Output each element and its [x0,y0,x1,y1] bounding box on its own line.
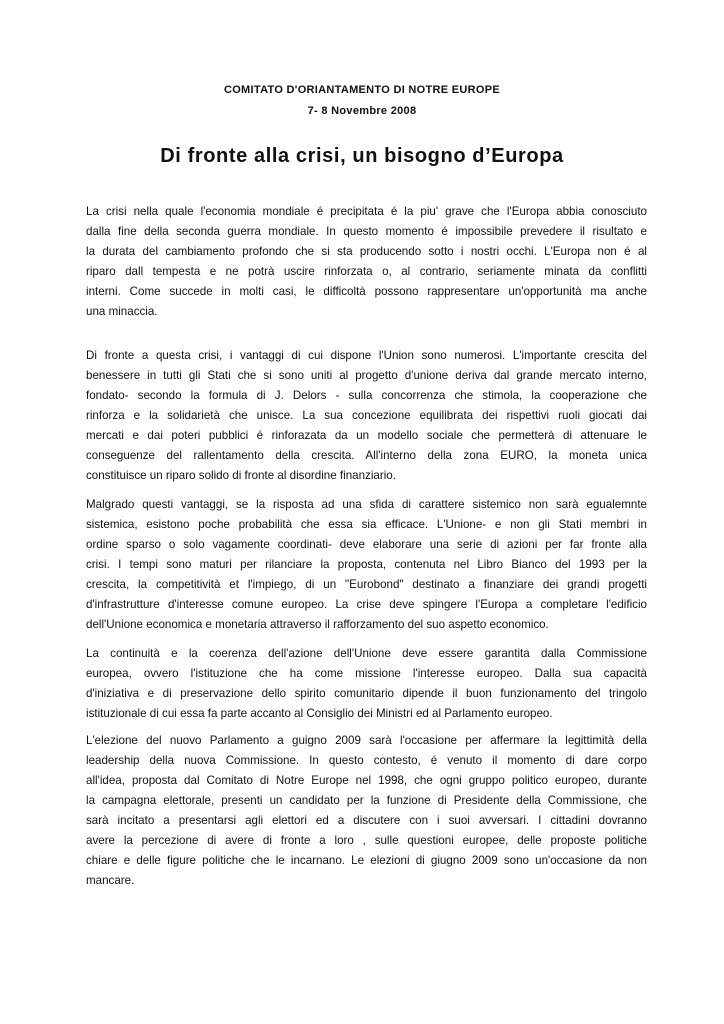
text-line: ordine sparso o solo vagamente coordinati- deve elaborare una serie di azioni per far fronte alla [86,538,647,551]
paragraph-3 [86,495,647,635]
text-line: d'infrastrutture d'interesse comune europeo. La crise deve spingere l'Europa a completare l'edificio [86,598,647,611]
text-line: rinforza e la solidarietà che unisce. La sua concezione equilibrata dei rispettivi ruoli giocati dai [86,409,647,422]
text-line: La continuità e la coerenza dell'azione dell'Unione deve essere garantita dalla Commissione [86,647,647,660]
text-line: riparo dall tempesta e ne potrà uscire rinforzata o, al contrario, seriamente minata da conflitti [86,265,647,278]
paragraph-2 [86,346,647,486]
text-line: benessere in tutti gli Stati che si sono uniti al progetto d'unione deriva dal grande mercato interno, [86,369,647,382]
organization-heading: COMITATO D'ORIANTAMENTO DI NOTRE EUROPE [223,84,501,96]
text-line: d'iniziativa e di preservazione dello spirito comunitario dipende il buon funzionamento del tringolo [86,687,647,700]
text-line: constituisce un riparo solido di fronte al disordine finanziario. [86,469,396,482]
text-line: fondato- secondo la formula di J. Delors - sulla concorrenza che stimola, la cooperazione che [86,389,647,402]
text-line: Di fronte a questa crisi, i vantaggi di cui dispone l'Union sono numerosi. L'importante crescita del [86,349,647,362]
text-line: dell'Unione economica e monetaria attraverso il rafforzamento del suo aspetto economico. [86,618,549,631]
paragraph-5 [86,731,647,891]
text-line: avere la percezione di avere di fronte a loro , sulle questioni europee, delle proposte politiche [86,834,647,847]
text-line: istituzionale di cui essa fa parte accanto al Consiglio dei Ministri ed al Parlamento europeo. [86,707,553,720]
text-line: La crisi nella quale l'economia mondiale é precipitata é la piu' grave che l'Europa abbia conosciuto [86,205,647,218]
text-line: L'elezione del nuovo Parlamento a guigno 2009 sarà l'occasione per affermare la legittimità della [86,734,647,747]
text-line: sistemica, esistono poche probabilità che essa sia efficace. L'Unione- e non gli Stati membri in [86,518,647,531]
text-line: europea, ovvero l'istituzione che ha come missione l'interesse europeo. Dalla sua capacità [86,667,647,680]
text-line: la campagna elettorale, presenti un candidato per la funzione di Presidente della Commissione, che [86,794,647,807]
text-line: leadership della nuova Commissione. In questo contesto, é venuto il momento di dare corpo [86,754,647,767]
document-title: Di fronte alla crisi, un bisogno d’Europa [160,145,564,167]
text-line: la durata del cambiamento profondo che si sta producendo sotto i nostri occhi. L'Europa non é al [86,245,647,258]
text-line: conseguenze del rallentamento della crescita. All'interno della zona EURO, la moneta unica [86,449,647,462]
text-line: interni. Come succede in molti casi, le difficoltà possono rappresentare un'opportunità ma anche [86,285,647,298]
text-line: crescita, la competitività et l'impiego, di un "Eurobond" destinato a finanziare dei grandi progetti [86,578,647,591]
text-line: sarà incitato a presentarsi agli elettori ed a discutere con i suoi avversari. I cittadini dovranno [86,814,647,827]
text-line: una minaccia. [86,305,158,318]
text-line: crisi. I tempi sono maturi per rilanciare la proposta, contenuta nel Libro Bianco del 1993 per la [86,558,647,571]
text-line: mercati e dai poteri pubblici é rinforazata da un modello sociale che permetterà di attenuare le [86,429,647,442]
meeting-date: 7- 8 Novembre 2008 [307,105,417,117]
paragraph-4 [86,644,647,724]
text-line: chiare e delle figure politiche che le incarnano. Le elezioni di giugno 2009 sono un'occasione da non [86,854,647,867]
paragraph-1 [86,202,647,322]
text-line: Malgrado questi vantaggi, se la risposta ad una sfida di carattere sistemico non sarà egualemnte [86,498,647,511]
text-line: dalla fine della seconda guerra mondiale. In questo momento é impossibile prevedere il risultato e [86,225,647,238]
text-line: all'idea, proposta dal Comitato di Notre Europe nel 1998, che ogni gruppo politico europeo, durante [86,774,647,787]
text-line: mancare. [86,874,135,887]
